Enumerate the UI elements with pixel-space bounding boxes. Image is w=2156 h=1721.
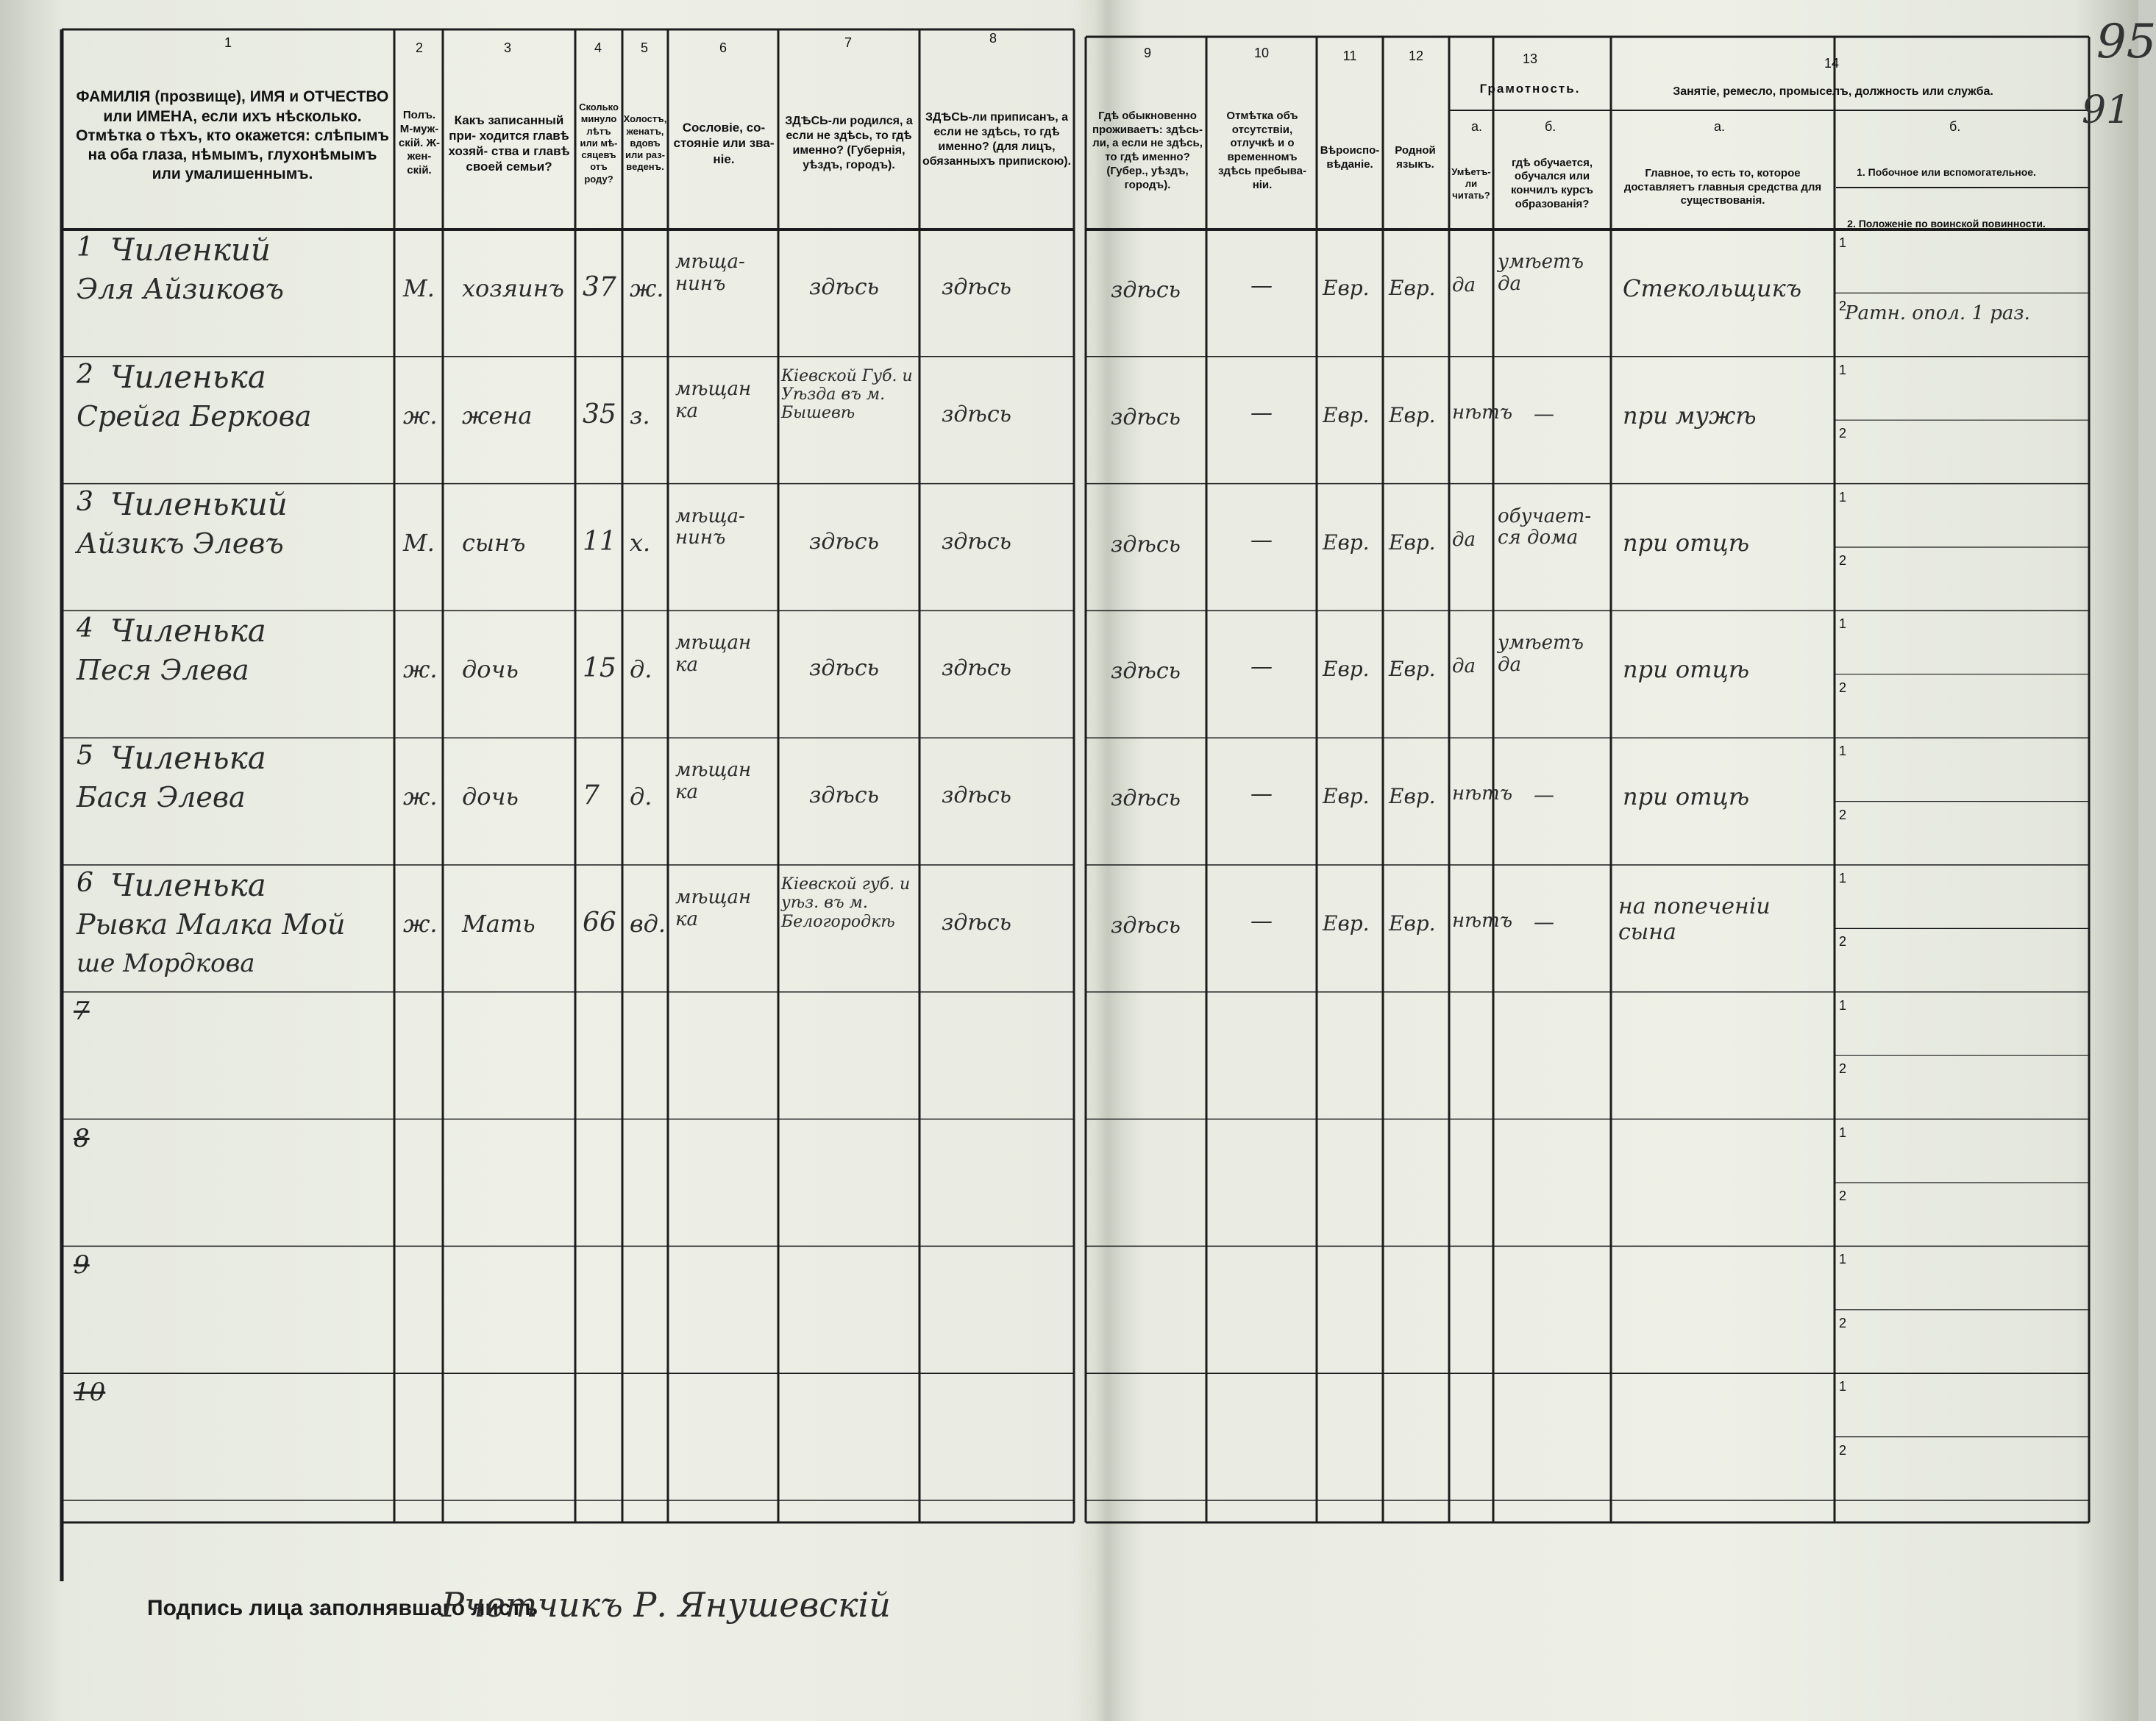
subrow-label-1: 1 — [1839, 871, 1847, 886]
entry-age: 35 — [583, 399, 616, 430]
entry-religion: Евр. — [1323, 530, 1370, 555]
header-name: ФАМИЛІЯ (прозвище), ИМЯ и ОТЧЕСТВО или ИМЕНА, если ихъ нѣсколько. Отмѣтка о тѣхъ, кто окажется: слѣпымъ на оба глаза, нѣмымъ, глухонѣмымъ или умалишеннымъ. — [76, 88, 389, 183]
entry-reads: нѣтъ — [1452, 783, 1513, 805]
entry-absence: — — [1250, 908, 1273, 934]
colnum-1: 1 — [224, 35, 232, 50]
subrow-label-1: 1 — [1839, 362, 1847, 377]
entry-reads: да — [1452, 274, 1476, 296]
entry-registration: здѣсь — [942, 655, 1011, 682]
entry-reads: нѣтъ — [1452, 910, 1513, 932]
signature-label: Подпись лица заполнявшаго листъ — [147, 1596, 538, 1620]
entry-registration: здѣсь — [942, 274, 1011, 300]
entry-occupation: при отцѣ — [1623, 528, 1750, 557]
entry-birthplace: здѣсь — [809, 783, 879, 809]
entry-reads: да — [1452, 528, 1476, 551]
entry-registration: здѣсь — [942, 910, 1011, 936]
entry-surname: Чиленька — [110, 740, 266, 777]
header-occupation-side: 1. Побочное или вспомогательное. — [1857, 166, 2036, 179]
entry-military: Ратн. опол. 1 раз. — [1845, 302, 2030, 325]
colnum-6: 6 — [719, 40, 727, 55]
entry-residence: здѣсь — [1111, 531, 1181, 557]
subrow-label-1: 1 — [1839, 1379, 1847, 1394]
folio-number-2: 91 — [2082, 88, 2131, 132]
entry-surname: Чиленька — [110, 867, 266, 903]
header-language: Родной языкъ. — [1395, 144, 1436, 171]
entry-education: — — [1534, 401, 1554, 426]
entry-marital: д. — [630, 783, 652, 811]
header-relation: Какъ записанный при- ходится главѣ хозяй- ства и главѣ своей семьи? — [448, 113, 570, 174]
entry-age: 66 — [583, 908, 616, 938]
entry-registration: здѣсь — [942, 401, 1011, 427]
entry-surname: Чиленька — [110, 613, 266, 649]
colnum-9: 9 — [1143, 46, 1151, 60]
entry-given-name: Эля Айзиковъ — [77, 273, 284, 305]
header-military: 2. Положеніе по воинской повинности. — [1847, 218, 2046, 230]
header-occupation-main: Главное, то есть то, которое доставляетъ главныя средства для существованія. — [1623, 166, 1822, 207]
subrow-label-2: 2 — [1839, 553, 1847, 568]
colnum-13: 13 — [1522, 51, 1538, 66]
entry-language: Евр. — [1389, 911, 1436, 936]
subrow-label-2: 2 — [1839, 934, 1847, 949]
entry-occupation: при отцѣ — [1623, 783, 1750, 811]
entry-language: Евр. — [1389, 784, 1436, 809]
subrow-label-2: 2 — [1839, 1442, 1847, 1458]
header-religion: Вѣроиспо- вѣданіе. — [1320, 144, 1380, 171]
header-residence: Гдѣ обыкновенно проживаетъ: здѣсь-ли, а если не здѣсь, то гдѣ именно? (Губер., уѣздъ, городъ). — [1092, 109, 1203, 191]
entry-birthplace: Кiевской губ. и уѣз. въ м. Белогородкѣ — [781, 875, 911, 931]
entry-marital: х. — [630, 528, 651, 557]
entry-education: умѣетъ да — [1498, 632, 1584, 677]
entry-estate: мѣщан ка — [675, 886, 752, 930]
entry-religion: Евр. — [1323, 402, 1370, 427]
entry-occupation: при отцѣ — [1623, 655, 1750, 684]
empty-row-number: 7 — [74, 996, 90, 1026]
entry-education: — — [1534, 910, 1554, 934]
entry-surname: Чиленька — [110, 358, 266, 395]
subrow-label-2: 2 — [1839, 426, 1847, 441]
entry-given-name-cont: ше Мордкова — [77, 949, 255, 978]
subrow-label-2: 2 — [1839, 299, 1847, 314]
entry-absence: — — [1250, 654, 1273, 680]
subrow-label-2: 2 — [1839, 1061, 1847, 1077]
entry-birthplace: здѣсь — [809, 274, 879, 300]
subrow-label-1: 1 — [1839, 235, 1847, 250]
entry-religion: Евр. — [1323, 911, 1370, 936]
entry-given-name: Рывка Малка Мой — [77, 908, 346, 941]
signature-name: Рчетчикъ Р. Янушевскій — [441, 1585, 891, 1625]
entry-residence: здѣсь — [1111, 913, 1181, 938]
entry-marital: д. — [630, 655, 652, 684]
row-number: 3 — [77, 486, 93, 517]
entry-surname: Чиленький — [110, 485, 288, 522]
entry-sex: М. — [403, 274, 435, 302]
header-absence: Отмѣтка объ отсутствіи, отлучкѣ и о временномъ здѣсь пребыва- ніи. — [1217, 109, 1307, 191]
entry-marital: вд. — [630, 910, 666, 938]
entry-marital: з. — [630, 401, 650, 430]
entry-birthplace: Кiевской Губ. и Уѣзда въ м. Бышевѣ — [781, 366, 913, 423]
header-age: Сколько минуло лѣтъ или мѣ- сяцевъ отъ роду? — [579, 101, 619, 185]
entry-sex: ж. — [403, 401, 438, 430]
subrow-label-1: 1 — [1839, 616, 1847, 632]
header-literacy-b-label: б. — [1545, 119, 1556, 134]
colnum-14: 14 — [1824, 56, 1840, 71]
entry-age: 11 — [583, 526, 616, 557]
entry-birthplace: здѣсь — [809, 655, 879, 682]
entry-religion: Евр. — [1323, 657, 1370, 682]
header-marital: Холостъ, женатъ, вдовъ или раз- веденъ. — [623, 113, 667, 173]
colnum-2: 2 — [415, 40, 423, 55]
entry-estate: мѣщан ка — [675, 759, 752, 804]
header-literacy-a-label: а. — [1471, 119, 1483, 134]
colnum-8: 8 — [989, 31, 997, 46]
colnum-3: 3 — [503, 40, 511, 55]
subrow-label-1: 1 — [1839, 489, 1847, 505]
entry-given-name: Срейга Беркова — [77, 399, 312, 432]
entry-estate: мѣща- нинъ — [675, 251, 745, 295]
empty-row-number: 10 — [74, 1378, 106, 1408]
subrow-label-2: 2 — [1839, 807, 1847, 822]
colnum-10: 10 — [1253, 46, 1270, 60]
entry-sex: ж. — [403, 910, 438, 938]
entry-given-name: Бася Элева — [77, 781, 246, 814]
entry-occupation: при мужѣ — [1623, 401, 1757, 430]
subrow-label-1: 1 — [1839, 744, 1847, 759]
entry-age: 15 — [583, 653, 616, 684]
entry-birthplace: здѣсь — [809, 528, 879, 555]
entry-sex: М. — [403, 528, 435, 557]
entry-age: 7 — [583, 780, 600, 811]
entry-language: Евр. — [1389, 657, 1436, 682]
row-number: 6 — [77, 868, 93, 898]
entry-relation: сынъ — [462, 528, 526, 557]
entry-language: Евр. — [1389, 402, 1436, 427]
subrow-label-2: 2 — [1839, 1315, 1847, 1330]
subrow-label-1: 1 — [1839, 1252, 1847, 1267]
entry-given-name: Айзикъ Элевъ — [77, 527, 284, 560]
entry-estate: мѣщан ка — [675, 632, 752, 677]
header-occupation-a-label: а. — [1714, 119, 1726, 134]
entry-religion: Евр. — [1323, 784, 1370, 809]
folio-number: 95 — [2096, 15, 2156, 69]
colnum-7: 7 — [844, 35, 852, 50]
entry-religion: Евр. — [1323, 276, 1370, 300]
header-occupation: Занятіе, ремесло, промыселъ, должность или служба. — [1673, 85, 1993, 98]
row-number: 5 — [77, 741, 93, 772]
row-number: 1 — [77, 232, 93, 263]
empty-row-number: 8 — [74, 1123, 90, 1153]
entry-relation: Мать — [462, 910, 536, 938]
subrow-label-1: 1 — [1839, 1125, 1847, 1140]
header-occupation-b-label: б. — [1949, 119, 1961, 134]
entry-marital: ж. — [630, 274, 664, 302]
entry-age: 37 — [583, 272, 616, 302]
subrow-label-2: 2 — [1839, 680, 1847, 695]
entry-absence: — — [1250, 781, 1273, 808]
row-number: 2 — [77, 359, 93, 390]
colnum-12: 12 — [1408, 49, 1424, 63]
entry-occupation: на попеченіи сына — [1618, 894, 1771, 945]
subrow-label-1: 1 — [1839, 997, 1847, 1013]
entry-sex: ж. — [403, 655, 438, 684]
entry-residence: здѣсь — [1111, 785, 1181, 812]
entry-reads: да — [1452, 655, 1476, 678]
header-literacy-education: гдѣ обучается, обучался или кончилъ курсъ образованія? — [1511, 156, 1593, 210]
entry-education: умѣетъ да — [1498, 251, 1584, 295]
entry-education: обучает- ся дома — [1498, 505, 1592, 549]
colnum-11: 11 — [1342, 49, 1357, 63]
entry-registration: здѣсь — [942, 528, 1011, 555]
empty-row-number: 9 — [74, 1250, 90, 1280]
header-literacy: Грамотность. — [1479, 82, 1581, 96]
entry-surname: Чиленкий — [110, 232, 271, 268]
entry-reads: нѣтъ — [1452, 401, 1513, 424]
header-registration: ЗДѢСЬ-ли приписанъ, а если не здѣсь, то гдѣ именно? (для лицъ, обязанныхъ припискою). — [922, 111, 1072, 168]
entry-education: — — [1534, 783, 1554, 808]
header-estate: Сословіе, со- стояніе или зва- ніе. — [673, 121, 775, 166]
entry-given-name: Песя Элева — [77, 654, 249, 687]
entry-relation: хозяинъ — [462, 274, 564, 302]
entry-language: Евр. — [1389, 276, 1436, 300]
row-number: 4 — [77, 613, 93, 644]
colnum-5: 5 — [640, 40, 648, 55]
entry-residence: здѣсь — [1111, 658, 1181, 685]
entry-relation: дочь — [462, 655, 519, 684]
entry-absence: — — [1250, 273, 1273, 299]
entry-registration: здѣсь — [942, 783, 1011, 809]
entry-occupation: Стекольщикъ — [1623, 274, 1802, 302]
entry-language: Евр. — [1389, 530, 1436, 555]
entry-sex: ж. — [403, 783, 438, 811]
entry-estate: мѣщан ка — [675, 377, 752, 422]
entry-residence: здѣсь — [1111, 277, 1181, 303]
entry-relation: дочь — [462, 783, 519, 811]
entry-relation: жена — [462, 401, 533, 430]
colnum-4: 4 — [594, 40, 602, 55]
entry-residence: здѣсь — [1111, 404, 1181, 430]
entry-absence: — — [1250, 399, 1273, 426]
header-birthplace: ЗДѢСЬ-ли родился, а если не здѣсь, то гдѣ именно? (Губернія, уѣздъ, городъ). — [785, 115, 913, 171]
header-sex: Полъ. М-муж- скій. Ж-жен- скій. — [398, 109, 441, 177]
header-literacy-reads: Умѣетъ- ли читать? — [1451, 165, 1491, 202]
entry-estate: мѣща- нинъ — [675, 505, 745, 549]
entry-absence: — — [1250, 527, 1273, 553]
subrow-label-2: 2 — [1839, 1189, 1847, 1203]
